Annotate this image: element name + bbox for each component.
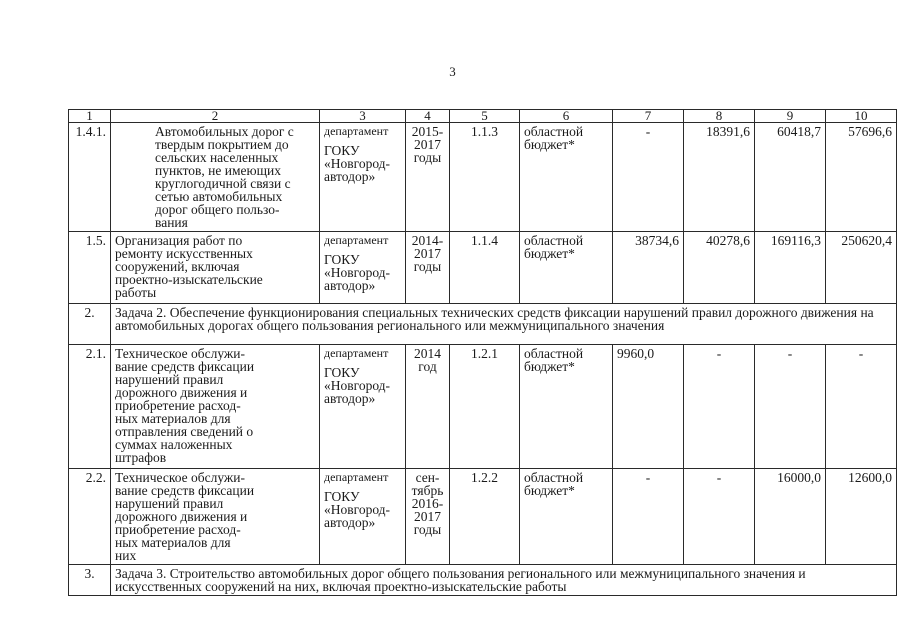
executor-department: департамент — [324, 124, 389, 138]
page-number: 3 — [449, 64, 456, 79]
measure-name: Организация работ по ремонту искусственных сооружений, включая проектно-изыскательские работы — [111, 232, 320, 304]
value-col10: 12600,0 — [826, 469, 897, 565]
value-col10: - — [826, 345, 897, 469]
task-title: Задача 3. Строительство автомобильных дорог общего пользования регионального или межмуниципального значения и искусственных сооружений на них, включая проектно-изыскательские работы — [111, 565, 897, 596]
value-col10: 250620,4 — [826, 232, 897, 304]
task-row — [69, 565, 897, 596]
executor-organization: ГОКУ «Новгород- автодор» — [324, 252, 391, 293]
row-number: 1.5. — [69, 232, 111, 304]
value-col8: - — [684, 469, 755, 565]
period-cell: 2014- 2017 годы — [406, 232, 450, 304]
measure-name: Техническое обслужи- вание средств фиксации нарушений правил дорожного движения и приобретение расход- ных материалов для них — [111, 469, 320, 565]
table-row — [69, 345, 897, 469]
value-col9: 169116,3 — [755, 232, 826, 304]
table-row — [69, 123, 897, 232]
task-title: Задача 2. Обеспечение функционирования специальных технических средств фиксации нарушений правил дорожного движения на автомобильных дорогах общего пользования регионального или межмуниципального значения — [111, 304, 897, 345]
funding-source-cell: областной бюджет* — [520, 232, 613, 304]
period-cell: сен- тябрь 2016- 2017 годы — [406, 469, 450, 565]
funding-source-cell: областной бюджет* — [520, 123, 613, 232]
header-cell-2: 2 — [111, 110, 320, 123]
executor-department: департамент — [324, 233, 389, 247]
row-number: 2.2. — [69, 469, 111, 565]
value-col9: 16000,0 — [755, 469, 826, 565]
target-code-cell: 1.2.1 — [450, 345, 520, 469]
value-col9: - — [755, 345, 826, 469]
header-cell-7: 7 — [613, 110, 684, 123]
target-code-cell: 1.2.2 — [450, 469, 520, 565]
value-col9: 60418,7 — [755, 123, 826, 232]
task-row — [69, 304, 897, 345]
value-col7: - — [613, 123, 684, 232]
executor-organization: ГОКУ «Новгород- автодор» — [324, 143, 391, 184]
period-cell: 2015- 2017 годы — [406, 123, 450, 232]
table-row — [69, 232, 897, 304]
funding-source-cell: областной бюджет* — [520, 345, 613, 469]
value-col7: 9960,0 — [613, 345, 684, 469]
value-col7: 38734,6 — [613, 232, 684, 304]
executor-cell — [320, 469, 406, 565]
header-cell-10: 10 — [826, 110, 897, 123]
header-row — [69, 110, 897, 123]
value-col10: 57696,6 — [826, 123, 897, 232]
executor-cell — [320, 232, 406, 304]
header-cell-1: 1 — [69, 110, 111, 123]
program-table — [68, 109, 897, 596]
header-cell-9: 9 — [755, 110, 826, 123]
header-cell-5: 5 — [450, 110, 520, 123]
header-cell-3: 3 — [320, 110, 406, 123]
table-row — [69, 469, 897, 565]
executor-organization: ГОКУ «Новгород- автодор» — [324, 489, 391, 530]
value-col8: - — [684, 345, 755, 469]
header-cell-6: 6 — [520, 110, 613, 123]
value-col8: 40278,6 — [684, 232, 755, 304]
measure-name: Автомобильных дорог с твердым покрытием до сельских населенных пунктов, не имеющих круглогодичной связи с сетью автомобильных дорог общего пользо- вания — [111, 123, 320, 232]
executor-organization: ГОКУ «Новгород- автодор» — [324, 365, 391, 406]
value-col8: 18391,6 — [684, 123, 755, 232]
row-number: 1.4.1. — [69, 123, 111, 232]
measure-name: Техническое обслужи- вание средств фиксации нарушений правил дорожного движения и приобретение расход- ных материалов для отправления сведений о суммах наложенных штрафов — [111, 345, 320, 469]
executor-cell — [320, 123, 406, 232]
executor-cell — [320, 345, 406, 469]
row-number: 2.1. — [69, 345, 111, 469]
value-col7: - — [613, 469, 684, 565]
header-cell-8: 8 — [684, 110, 755, 123]
target-code-cell: 1.1.3 — [450, 123, 520, 232]
executor-department: департамент — [324, 470, 389, 484]
row-number: 3. — [69, 565, 111, 596]
funding-source-cell: областной бюджет* — [520, 469, 613, 565]
row-number: 2. — [69, 304, 111, 345]
period-cell: 2014 год — [406, 345, 450, 469]
executor-department: департамент — [324, 346, 389, 360]
target-code-cell: 1.1.4 — [450, 232, 520, 304]
header-cell-4: 4 — [406, 110, 450, 123]
